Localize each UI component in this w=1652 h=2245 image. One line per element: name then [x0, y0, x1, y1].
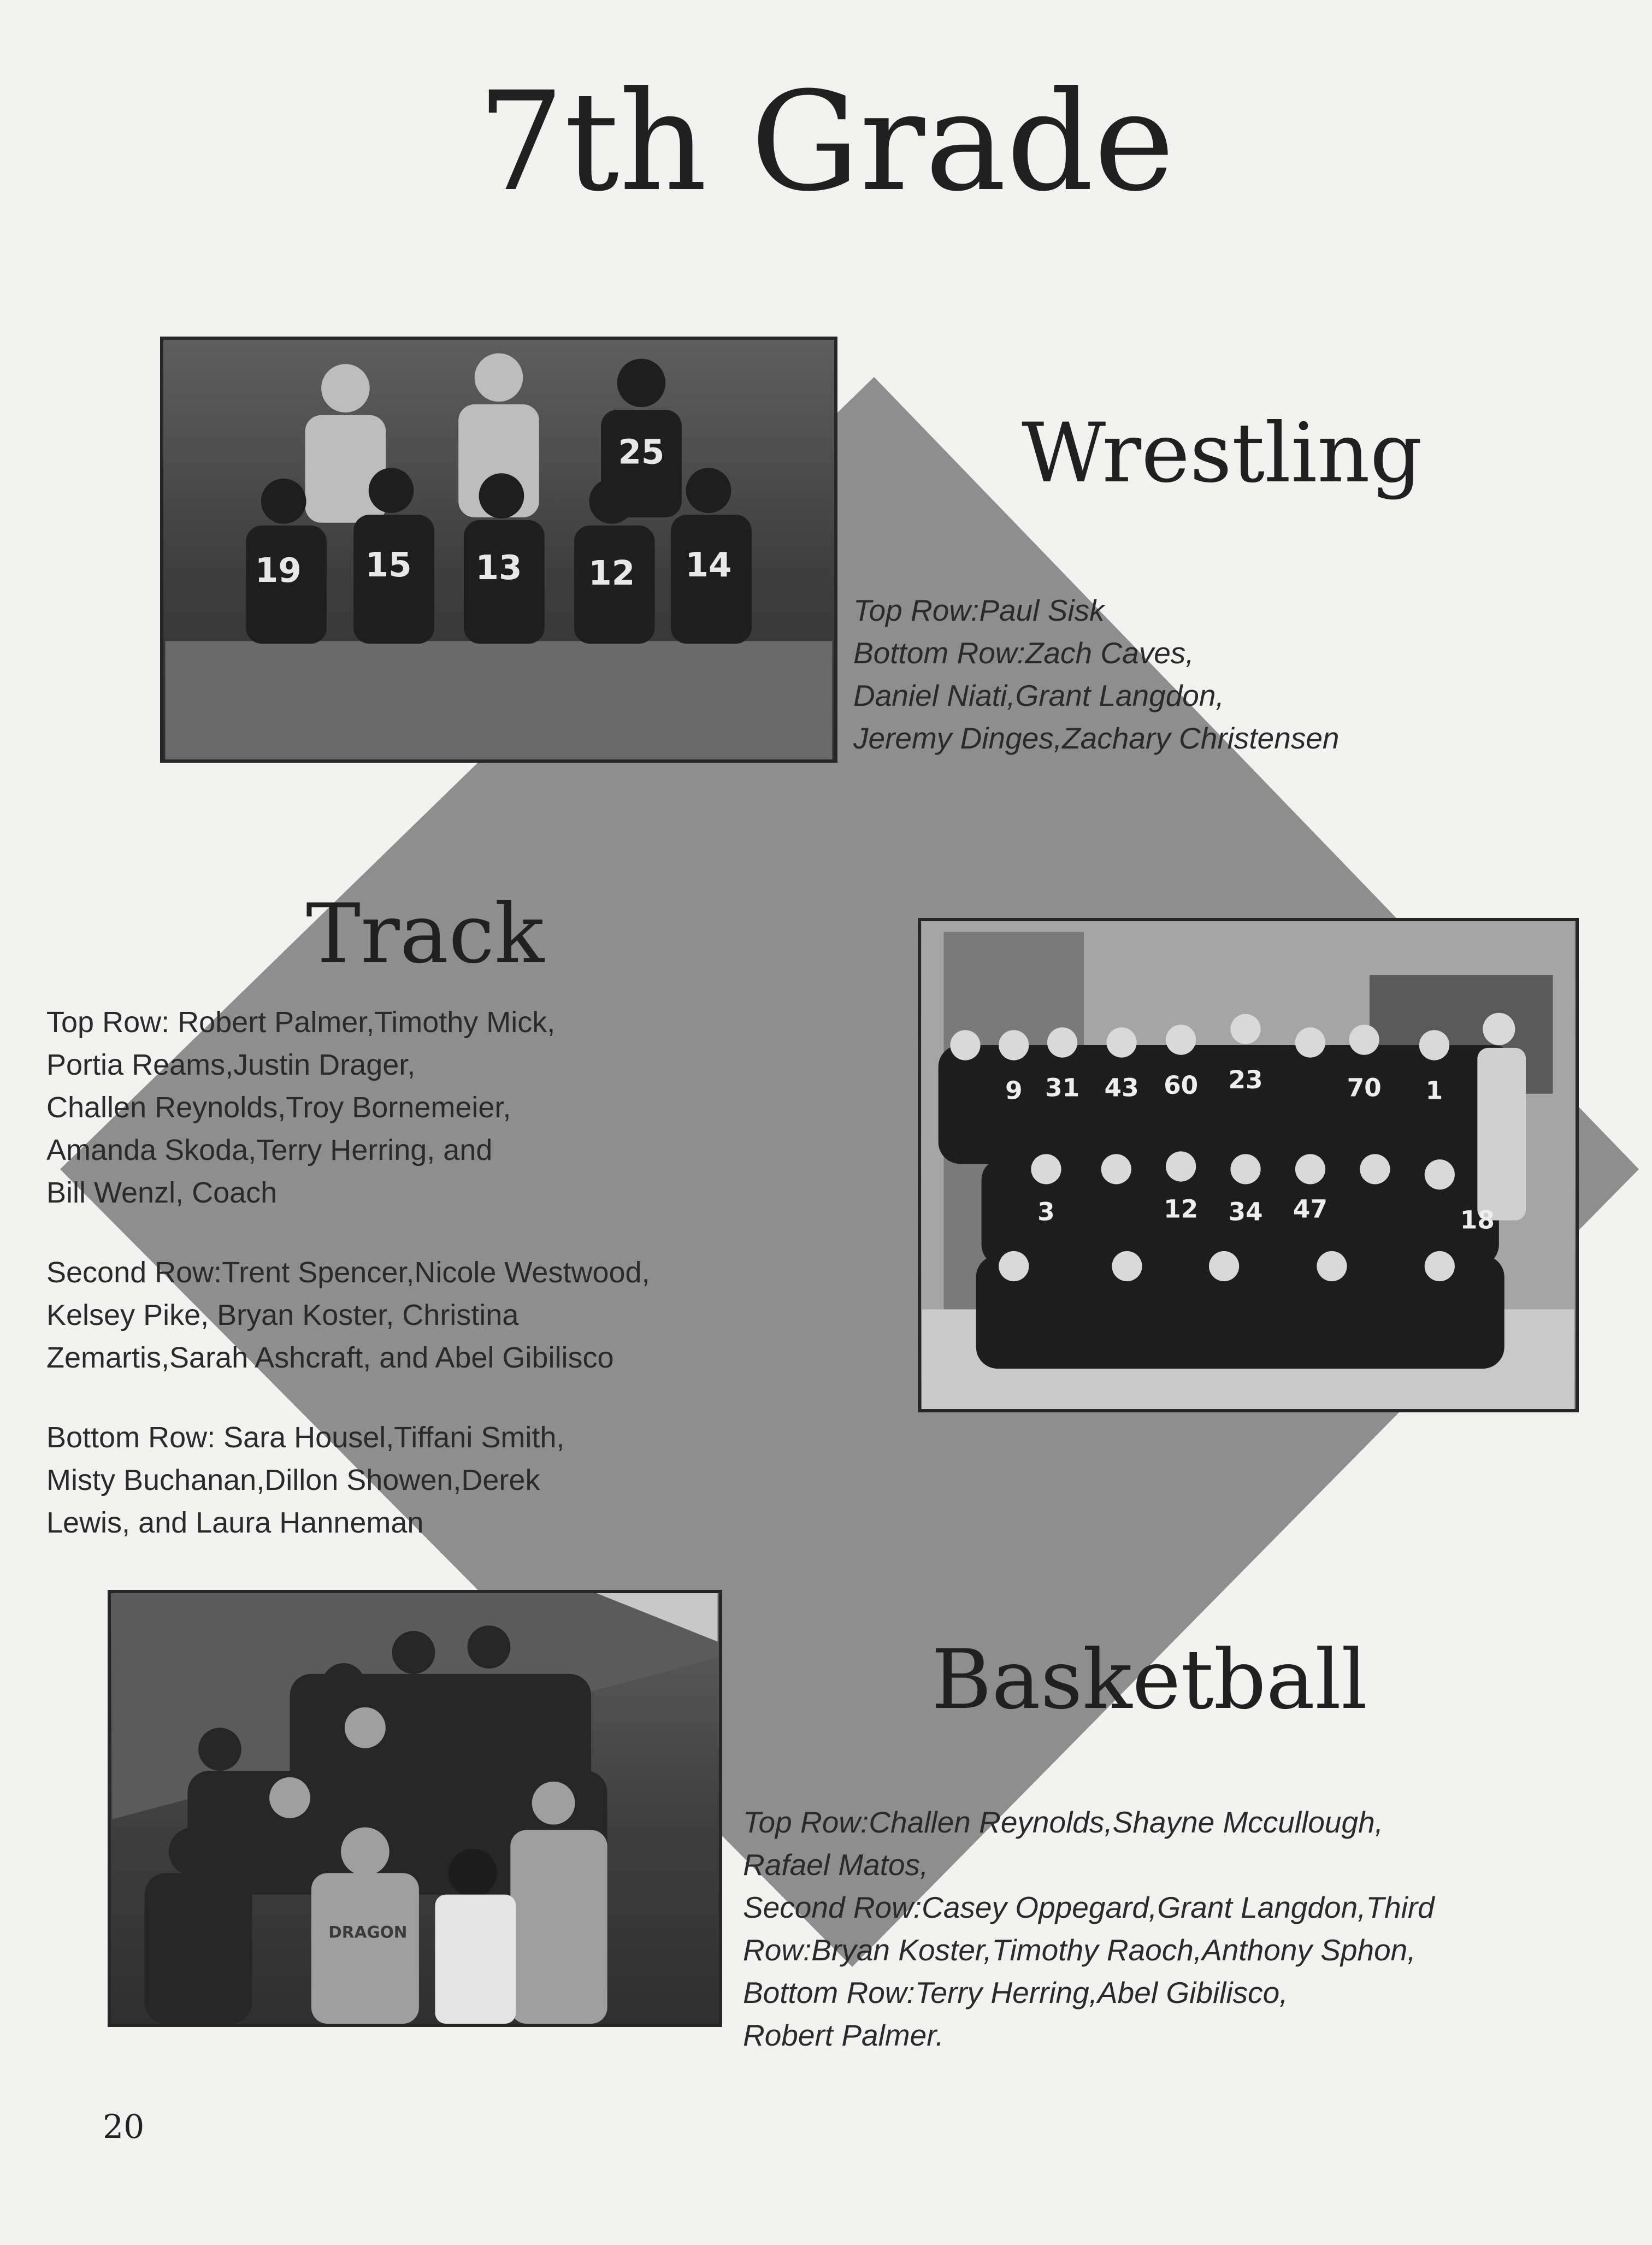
- jersey-number: 43: [1104, 1073, 1139, 1103]
- track-bottom-row: [46, 1416, 650, 1544]
- jersey-number: 1: [1425, 1076, 1443, 1105]
- caption-line: Lewis, and Laura Hanneman: [46, 1506, 424, 1539]
- caption-line: Zemartis,Sarah Ashcraft, and Abel Gibilisco: [46, 1341, 614, 1374]
- caption-line: Daniel Niati,Grant Langdon,: [853, 679, 1224, 712]
- wrestling-heading: Wrestling: [1022, 406, 1423, 501]
- jersey-number: 3: [1037, 1197, 1055, 1227]
- caption-line: Top Row:Paul Sisk: [853, 593, 1105, 627]
- jersey-number: 14: [685, 546, 732, 585]
- jersey-number: 25: [618, 433, 665, 472]
- caption-line: Bottom Row:Zach Caves,: [853, 636, 1194, 670]
- caption-line: Amanda Skoda,Terry Herring, and: [46, 1134, 493, 1166]
- caption-line: Jeremy Dinges,Zachary Christensen: [853, 721, 1340, 755]
- caption-line: Row:Bryan Koster,Timothy Raoch,Anthony Sphon,: [743, 1933, 1416, 1967]
- team-photo-icon: [111, 1593, 719, 2024]
- shirt-text: DRAGON: [328, 1923, 408, 1942]
- team-photo-icon: [163, 340, 834, 759]
- jersey-number: 23: [1228, 1065, 1263, 1094]
- page-title: 7th Grade: [477, 62, 1175, 221]
- track-heading: Track: [306, 887, 545, 982]
- caption-line: Top Row:Challen Reynolds,Shayne Mccullough,: [743, 1805, 1383, 1839]
- page-number: 20: [103, 2108, 145, 2146]
- jersey-number: 34: [1228, 1197, 1263, 1227]
- jersey-number: 13: [475, 549, 522, 588]
- jersey-number: 47: [1293, 1194, 1328, 1224]
- caption-line: Kelsey Pike, Bryan Koster, Christina: [46, 1299, 519, 1331]
- caption-line: Portia Reams,Justin Drager,: [46, 1048, 416, 1081]
- jersey-number: 18: [1460, 1205, 1495, 1235]
- track-caption: [46, 1001, 650, 1581]
- caption-line: Rafael Matos,: [743, 1848, 929, 1882]
- caption-line: Bottom Row:Terry Herring,Abel Gibilisco,: [743, 1976, 1288, 2010]
- track-second-row: [46, 1251, 650, 1379]
- jersey-number: 12: [1164, 1194, 1199, 1224]
- jersey-number: 31: [1045, 1073, 1080, 1103]
- jersey-number: 60: [1164, 1070, 1199, 1100]
- caption-line: Bill Wenzl, Coach: [46, 1176, 278, 1209]
- caption-line: Top Row: Robert Palmer,Timothy Mick,: [46, 1006, 556, 1039]
- team-photo-icon: [921, 921, 1576, 1409]
- caption-line: Second Row:Casey Oppegard,Grant Langdon,Third: [743, 1890, 1435, 1924]
- caption-line: Challen Reynolds,Troy Bornemeier,: [46, 1091, 511, 1124]
- jersey-number: 12: [588, 554, 635, 593]
- wrestling-caption: [853, 589, 1340, 759]
- basketball-heading: Basketball: [931, 1633, 1367, 1728]
- jersey-number: 15: [365, 546, 412, 585]
- basketball-team-photo: [108, 1590, 722, 2027]
- jersey-number: 9: [1005, 1076, 1023, 1105]
- track-top-row: [46, 1001, 650, 1214]
- caption-line: Second Row:Trent Spencer,Nicole Westwood,: [46, 1256, 650, 1289]
- caption-line: Bottom Row: Sara Housel,Tiffani Smith,: [46, 1421, 565, 1454]
- caption-line: Robert Palmer.: [743, 2018, 944, 2052]
- jersey-number: 70: [1347, 1073, 1382, 1103]
- basketball-caption: [743, 1801, 1435, 2057]
- caption-line: Misty Buchanan,Dillon Showen,Derek: [46, 1464, 540, 1496]
- track-team-photo: [918, 918, 1579, 1412]
- jersey-number: 19: [255, 551, 302, 591]
- wrestling-team-photo: [160, 337, 837, 763]
